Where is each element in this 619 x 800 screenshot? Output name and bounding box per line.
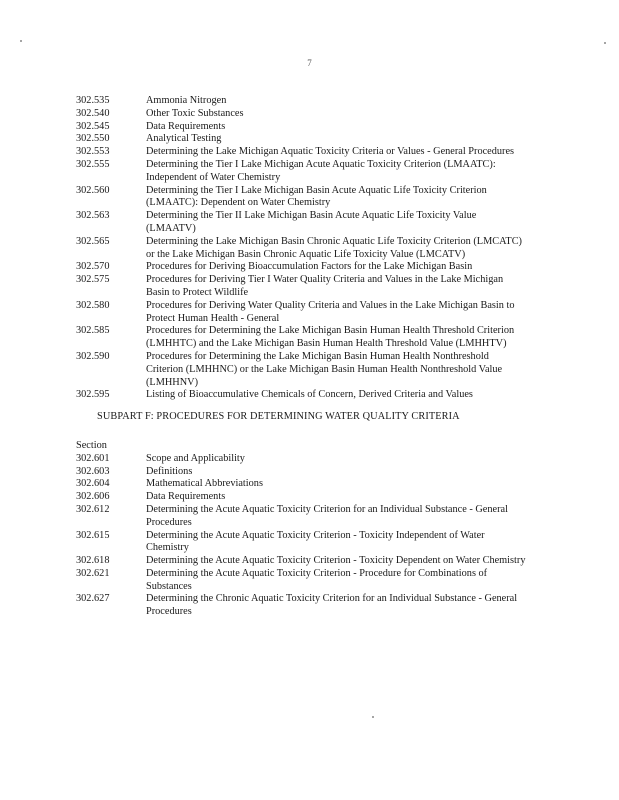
section-number: 302.555 bbox=[76, 158, 110, 170]
section-list-subpart-e bbox=[76, 95, 526, 402]
toc-entry bbox=[76, 300, 526, 326]
toc-entry bbox=[76, 530, 526, 556]
section-title: Listing of Bioaccumulative Chemicals of Concern, Derived Criteria and Values bbox=[146, 389, 473, 401]
toc-entry bbox=[76, 261, 526, 274]
toc-entry bbox=[76, 466, 526, 479]
section-title: Procedures for Deriving Tier I Water Quality Criteria and Values in the Lake Michigan Basin to Protect Wildlife bbox=[146, 274, 504, 298]
section-title: Determining the Acute Aquatic Toxicity Criterion - Toxicity Dependent on Water Chemistry bbox=[146, 555, 526, 567]
section-title: Determining the Acute Aquatic Toxicity Criterion for an Individual Substance - General Procedures bbox=[146, 503, 508, 528]
toc-entry bbox=[76, 146, 526, 159]
toc-entry bbox=[76, 568, 526, 594]
toc-entry bbox=[76, 133, 526, 146]
section-title: Data Requirements bbox=[146, 120, 226, 132]
section-number: 302.606 bbox=[76, 491, 110, 503]
toc-entry bbox=[76, 453, 526, 466]
section-number: 302.615 bbox=[76, 529, 110, 541]
toc-entry bbox=[76, 389, 526, 402]
toc-entry bbox=[76, 504, 526, 530]
table-of-contents bbox=[76, 95, 526, 619]
scan-speck-top-right bbox=[604, 42, 606, 44]
section-title: Determining the Tier I Lake Michigan Acute Aquatic Toxicity Criterion (LMAATC): Independent of Water Chemistry bbox=[146, 158, 496, 183]
section-number: 302.618 bbox=[76, 555, 110, 567]
section-title: Procedures for Deriving Bioaccumulation Factors for the Lake Michigan Basin bbox=[146, 261, 473, 273]
section-title: Ammonia Nitrogen bbox=[146, 95, 227, 106]
section-number: 302.575 bbox=[76, 274, 110, 286]
section-number: 302.545 bbox=[76, 120, 110, 132]
toc-entry bbox=[76, 478, 526, 491]
section-number: 302.540 bbox=[76, 107, 110, 119]
section-title: Definitions bbox=[146, 465, 193, 477]
section-number: 302.612 bbox=[76, 503, 110, 515]
section-number: 302.553 bbox=[76, 146, 110, 158]
section-title: Determining the Lake Michigan Aquatic Toxicity Criteria or Values - General Procedures bbox=[146, 146, 515, 158]
section-title: Mathematical Abbreviations bbox=[146, 478, 263, 490]
subpart-f-heading: SUBPART F: PROCEDURES FOR DETERMINING WATER QUALITY CRITERIA bbox=[97, 411, 460, 423]
toc-entry bbox=[76, 274, 526, 300]
section-title: Determining the Acute Aquatic Toxicity Criterion - Toxicity Independent of Water Chemistry bbox=[146, 529, 485, 554]
section-number: 302.627 bbox=[76, 593, 110, 605]
section-number: 302.603 bbox=[76, 465, 110, 477]
section-title: Procedures for Determining the Lake Michigan Basin Human Health Nonthreshold Criterion (LMHHNC) or the Lake Michigan Basin Human Health Nonthreshold Value (LMHHNV) bbox=[146, 350, 503, 388]
section-number: 302.585 bbox=[76, 325, 110, 337]
section-number: 302.621 bbox=[76, 567, 110, 579]
scan-speck-bottom bbox=[372, 716, 374, 718]
section-title: Determining the Tier I Lake Michigan Basin Acute Aquatic Life Toxicity Criterion (LMAATC): Dependent on Water Chemistry bbox=[146, 184, 487, 209]
section-title: Data Requirements bbox=[146, 491, 226, 503]
section-number: 302.590 bbox=[76, 350, 110, 362]
toc-entry bbox=[76, 325, 526, 351]
toc-entry bbox=[76, 491, 526, 504]
section-title: Scope and Applicability bbox=[146, 452, 245, 464]
page-number: 7 bbox=[307, 58, 312, 68]
toc-entry bbox=[76, 555, 526, 568]
section-label: Section bbox=[76, 439, 107, 451]
toc-entry bbox=[76, 108, 526, 121]
section-number: 302.565 bbox=[76, 235, 110, 247]
section-number: 302.604 bbox=[76, 478, 110, 490]
section-title: Determining the Acute Aquatic Toxicity Criterion - Procedure for Combinations of Substances bbox=[146, 567, 488, 592]
section-title: Analytical Testing bbox=[146, 133, 222, 145]
section-list-subpart-f bbox=[76, 453, 526, 619]
section-number: 302.535 bbox=[76, 95, 110, 106]
section-number: 302.563 bbox=[76, 210, 110, 222]
section-title: Determining the Chronic Aquatic Toxicity Criterion for an Individual Substance - General Procedures bbox=[146, 593, 518, 618]
section-number: 302.601 bbox=[76, 452, 110, 464]
toc-entry bbox=[76, 185, 526, 211]
toc-entry bbox=[76, 95, 526, 108]
toc-entry bbox=[76, 351, 526, 389]
toc-entry bbox=[76, 121, 526, 134]
scan-speck-top-left bbox=[20, 40, 22, 42]
section-number: 302.580 bbox=[76, 299, 110, 311]
section-title: Procedures for Determining the Lake Michigan Basin Human Health Threshold Criterion (LMHHTC) and the Lake Michigan Basin Human Health Threshold Value (LMHHTV) bbox=[146, 325, 515, 350]
section-title: Procedures for Deriving Water Quality Criteria and Values in the Lake Michigan Basin to Protect Human Health - General bbox=[146, 299, 515, 324]
section-number: 302.570 bbox=[76, 261, 110, 273]
toc-entry bbox=[76, 210, 526, 236]
section-number: 302.595 bbox=[76, 389, 110, 401]
toc-entry bbox=[76, 159, 526, 185]
toc-entry bbox=[76, 236, 526, 262]
toc-entry bbox=[76, 593, 526, 619]
section-title: Determining the Tier II Lake Michigan Basin Acute Aquatic Life Toxicity Value (LMAATV) bbox=[146, 210, 477, 234]
section-title: Other Toxic Substances bbox=[146, 107, 244, 119]
section-number: 302.560 bbox=[76, 184, 110, 196]
section-title: Determining the Lake Michigan Basin Chronic Aquatic Life Toxicity Criterion (LMCATC) or the Lake Michigan Basin Chronic Aquatic Life Toxicity Value (LMCATV) bbox=[146, 235, 522, 260]
section-number: 302.550 bbox=[76, 133, 110, 145]
